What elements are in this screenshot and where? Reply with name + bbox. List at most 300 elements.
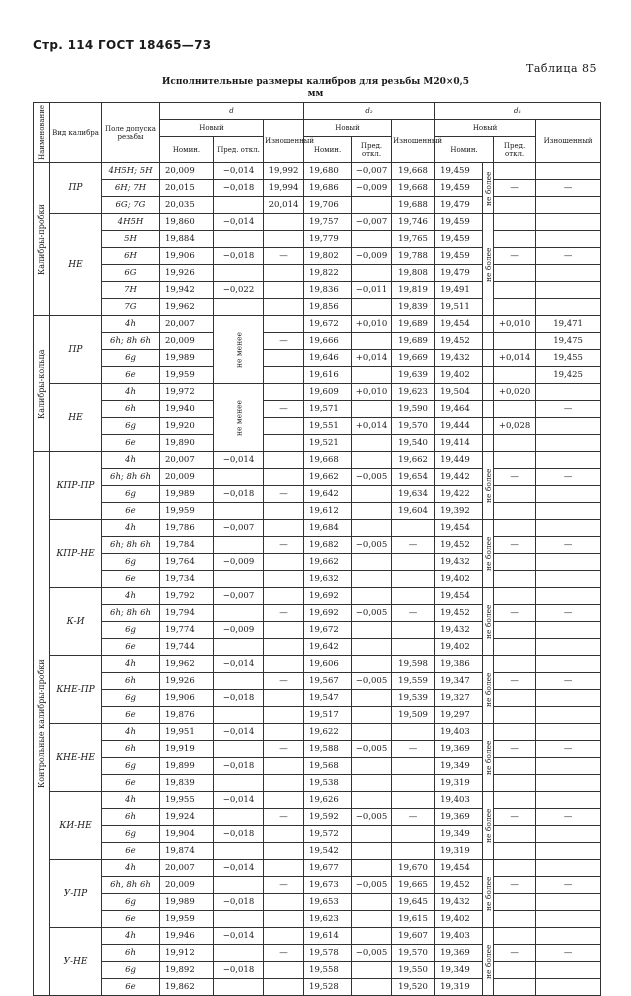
d-deviation: −0,022 — [214, 282, 264, 299]
d-nominal: 19,862 — [160, 979, 214, 996]
d2-worn: 19,509 — [392, 707, 435, 724]
d-nominal: 19,926 — [160, 265, 214, 282]
d2-deviation: −0,005 — [352, 469, 392, 486]
d2-worn: 19,634 — [392, 486, 435, 503]
d1-worn — [536, 571, 601, 588]
tolerance-field: 6e — [102, 707, 160, 724]
tolerance-field: 4h — [102, 792, 160, 809]
d1-worn — [536, 282, 601, 299]
d1-nominal: 19,459 — [435, 214, 483, 231]
d2-worn: 19,665 — [392, 877, 435, 894]
d2-deviation — [352, 486, 392, 503]
d1-nominal: 19,454 — [435, 520, 483, 537]
d1-worn — [536, 758, 601, 775]
d1-worn — [536, 486, 601, 503]
d2-worn: — — [392, 537, 435, 554]
table-row — [34, 571, 601, 588]
d-nominal: 19,959 — [160, 911, 214, 928]
ne-bolee-label: не более — [483, 520, 494, 588]
d2-deviation — [352, 928, 392, 945]
d-nominal: 19,784 — [160, 537, 214, 554]
col-naimenovanie: Наименование — [34, 103, 50, 163]
d2-deviation: −0,009 — [352, 180, 392, 197]
table-row — [34, 639, 601, 656]
tolerance-field: 4h — [102, 724, 160, 741]
side-label-probki: Калибры-пробки — [34, 163, 50, 316]
d1-deviation — [494, 163, 536, 180]
d1-worn — [536, 928, 601, 945]
tolerance-field: 6g — [102, 962, 160, 979]
d-worn: — — [264, 605, 304, 622]
d2-worn: 19,570 — [392, 945, 435, 962]
d1-nominal: 19,403 — [435, 792, 483, 809]
d-worn: 20,014 — [264, 197, 304, 214]
tolerance-field: 6e — [102, 503, 160, 520]
tolerance-field: 6g — [102, 418, 160, 435]
table-row — [34, 809, 601, 826]
d1-worn — [536, 860, 601, 877]
d1-deviation — [494, 775, 536, 792]
gauge-name: ПР — [50, 163, 102, 214]
d2-nominal: 19,682 — [304, 537, 352, 554]
tolerance-field: 6h — [102, 401, 160, 418]
d-worn — [264, 435, 304, 452]
d2-worn — [392, 724, 435, 741]
d-nominal: 19,989 — [160, 350, 214, 367]
d1-deviation — [494, 554, 536, 571]
d-deviation: −0,007 — [214, 588, 264, 605]
d-worn — [264, 860, 304, 877]
tolerance-field: 4h — [102, 928, 160, 945]
tolerance-field: 7G — [102, 299, 160, 316]
table-row — [34, 979, 601, 996]
d1-worn — [536, 418, 601, 435]
tolerance-field: 6h; 8h 6h — [102, 333, 160, 350]
d1-nominal: 19,327 — [435, 690, 483, 707]
d1-deviation — [494, 197, 536, 214]
ne-bolee-label: не более — [483, 792, 494, 860]
d2-nominal: 19,672 — [304, 316, 352, 333]
tolerance-field: 6h — [102, 673, 160, 690]
d2-nominal: 19,673 — [304, 877, 352, 894]
d-nominal: 19,989 — [160, 486, 214, 503]
d2-nominal: 19,592 — [304, 809, 352, 826]
d2-nominal: 19,612 — [304, 503, 352, 520]
d-nominal: 19,919 — [160, 741, 214, 758]
d2-worn: 19,623 — [392, 384, 435, 401]
tolerance-field: 6h — [102, 809, 160, 826]
d1-worn — [536, 843, 601, 860]
tolerance-field: 6g — [102, 894, 160, 911]
d-pred: Пред. откл. — [214, 137, 264, 163]
d-nominal: 19,899 — [160, 758, 214, 775]
d1-worn — [536, 384, 601, 401]
d-deviation: −0,009 — [214, 554, 264, 571]
d1-deviation: +0,028 — [494, 418, 536, 435]
d-nominal: 19,744 — [160, 639, 214, 656]
d1-worn — [536, 197, 601, 214]
d2-deviation — [352, 452, 392, 469]
d1-nominal: 19,386 — [435, 656, 483, 673]
d1-worn — [536, 588, 601, 605]
d1-nominal: 19,454 — [435, 316, 483, 333]
d-nominal: 19,774 — [160, 622, 214, 639]
table-row — [34, 537, 601, 554]
d1-deviation — [494, 690, 536, 707]
d2-pred: Пред. откл. — [352, 137, 392, 163]
d2-worn — [392, 826, 435, 843]
d1-deviation — [494, 401, 536, 418]
d2-deviation: +0,010 — [352, 316, 392, 333]
d1-nominal: 19,297 — [435, 707, 483, 724]
d-worn — [264, 265, 304, 282]
d-worn: — — [264, 741, 304, 758]
d2-worn: 19,604 — [392, 503, 435, 520]
tolerance-field: 5H — [102, 231, 160, 248]
d1-spacer — [483, 333, 494, 350]
d2-nominal: 19,836 — [304, 282, 352, 299]
d-deviation — [214, 605, 264, 622]
table-row — [34, 367, 601, 384]
d2-worn — [392, 554, 435, 571]
d2-worn: 19,540 — [392, 435, 435, 452]
d-deviation — [214, 299, 264, 316]
d2-nomin: Номин. — [304, 137, 352, 163]
d-nomin: Номин. — [160, 137, 214, 163]
d2-worn — [392, 588, 435, 605]
d2-deviation — [352, 401, 392, 418]
tolerance-field: 6e — [102, 435, 160, 452]
d-worn: — — [264, 248, 304, 265]
d2-nominal: 19,616 — [304, 367, 352, 384]
d1-nominal: 19,319 — [435, 979, 483, 996]
d1-deviation: — — [494, 673, 536, 690]
d-worn — [264, 350, 304, 367]
d-deviation — [214, 571, 264, 588]
table-row — [34, 486, 601, 503]
col-d: d — [160, 103, 304, 120]
d1-nominal: 19,402 — [435, 639, 483, 656]
d1-nominal: 19,459 — [435, 163, 483, 180]
d1-worn: 19,425 — [536, 367, 601, 384]
table-row — [34, 231, 601, 248]
tolerance-field: 6h — [102, 741, 160, 758]
tolerance-field: 6g — [102, 486, 160, 503]
d2-worn: 19,689 — [392, 316, 435, 333]
d1-nominal: 19,452 — [435, 877, 483, 894]
d-deviation — [214, 843, 264, 860]
d-nominal: 20,009 — [160, 163, 214, 180]
d-nominal: 20,035 — [160, 197, 214, 214]
d1-worn — [536, 894, 601, 911]
table-row — [34, 248, 601, 265]
d2-deviation — [352, 554, 392, 571]
d1-deviation — [494, 639, 536, 656]
d2-deviation — [352, 860, 392, 877]
d1-deviation — [494, 452, 536, 469]
d2-worn: 19,559 — [392, 673, 435, 690]
d-nominal: 20,009 — [160, 469, 214, 486]
d-worn — [264, 928, 304, 945]
d2-worn: 19,765 — [392, 231, 435, 248]
d2-worn: 19,668 — [392, 163, 435, 180]
d1-deviation — [494, 265, 536, 282]
d2-deviation — [352, 299, 392, 316]
d2-nominal: 19,856 — [304, 299, 352, 316]
table-row — [34, 758, 601, 775]
tolerance-field: 4H5H — [102, 214, 160, 231]
d1-deviation — [494, 503, 536, 520]
d1-deviation — [494, 792, 536, 809]
d2-deviation — [352, 724, 392, 741]
d1-nominal: 19,432 — [435, 554, 483, 571]
ne-bolee-label: не более — [483, 928, 494, 996]
d-worn — [264, 520, 304, 537]
gauge-name: НЕ — [50, 214, 102, 316]
d1-novyi: Новый — [435, 120, 536, 137]
d1-deviation: — — [494, 537, 536, 554]
d2-deviation — [352, 265, 392, 282]
d2-worn: 19,615 — [392, 911, 435, 928]
d-deviation — [214, 503, 264, 520]
gauge-name: КИ-НЕ — [50, 792, 102, 860]
tolerance-field: 4h — [102, 588, 160, 605]
d1-deviation — [494, 486, 536, 503]
d1-worn — [536, 265, 601, 282]
d2-deviation — [352, 503, 392, 520]
d-deviation — [214, 265, 264, 282]
d2-nominal: 19,521 — [304, 435, 352, 452]
table-row — [34, 265, 601, 282]
d1-deviation — [494, 826, 536, 843]
d2-worn: — — [392, 741, 435, 758]
d2-worn: 19,688 — [392, 197, 435, 214]
d1-deviation — [494, 588, 536, 605]
gauge-name: КПР-НЕ — [50, 520, 102, 588]
table-row — [34, 333, 601, 350]
d2-deviation: −0,005 — [352, 741, 392, 758]
col-d2: d₂ — [304, 103, 435, 120]
caption-title: Исполнительные размеры калибров для резьбы М20×0,5 — [161, 77, 470, 87]
d2-worn: 19,788 — [392, 248, 435, 265]
d-deviation — [214, 775, 264, 792]
d-deviation: −0,009 — [214, 622, 264, 639]
d2-deviation — [352, 843, 392, 860]
ne-bolee-label: не более — [483, 724, 494, 792]
d-deviation: −0,014 — [214, 656, 264, 673]
d-nominal: 19,955 — [160, 792, 214, 809]
table-row — [34, 877, 601, 894]
d1-spacer — [483, 367, 494, 384]
d2-worn: 19,689 — [392, 333, 435, 350]
d2-deviation — [352, 758, 392, 775]
d-novyi: Новый — [160, 120, 264, 137]
d1-nominal: 19,454 — [435, 588, 483, 605]
table-row — [34, 894, 601, 911]
d-deviation — [214, 911, 264, 928]
gauge-name: НЕ — [50, 384, 102, 452]
d2-worn: 19,598 — [392, 656, 435, 673]
table-row — [34, 180, 601, 197]
d-worn: — — [264, 333, 304, 350]
tolerance-field: 4h — [102, 656, 160, 673]
d-nominal: 20,007 — [160, 452, 214, 469]
d1-deviation — [494, 928, 536, 945]
d-nominal: 19,920 — [160, 418, 214, 435]
d2-nominal: 19,528 — [304, 979, 352, 996]
d1-worn — [536, 520, 601, 537]
d2-deviation — [352, 639, 392, 656]
d1-spacer — [483, 435, 494, 452]
d2-nominal: 19,551 — [304, 418, 352, 435]
d2-nominal: 19,822 — [304, 265, 352, 282]
d2-nominal: 19,572 — [304, 826, 352, 843]
d-worn — [264, 707, 304, 724]
d1-nominal: 19,452 — [435, 605, 483, 622]
d-worn — [264, 367, 304, 384]
d-worn — [264, 469, 304, 486]
d2-nominal: 19,684 — [304, 520, 352, 537]
d-deviation: −0,018 — [214, 690, 264, 707]
d2-worn: 19,645 — [392, 894, 435, 911]
d2-deviation — [352, 792, 392, 809]
d-deviation: −0,018 — [214, 180, 264, 197]
d-worn — [264, 588, 304, 605]
gauge-name: КНЕ-ПР — [50, 656, 102, 724]
d1-nominal: 19,349 — [435, 962, 483, 979]
d2-nominal: 19,802 — [304, 248, 352, 265]
d1-nominal: 19,491 — [435, 282, 483, 299]
d-worn — [264, 418, 304, 435]
d-worn — [264, 979, 304, 996]
d2-nominal: 19,547 — [304, 690, 352, 707]
d1-deviation — [494, 214, 536, 231]
d-nominal: 19,942 — [160, 282, 214, 299]
d2-worn — [392, 792, 435, 809]
d-deviation: −0,014 — [214, 163, 264, 180]
d2-deviation: −0,005 — [352, 945, 392, 962]
tolerance-field: 6h; 8h 6h — [102, 469, 160, 486]
table-row — [34, 588, 601, 605]
d2-nominal: 19,666 — [304, 333, 352, 350]
d2-deviation — [352, 588, 392, 605]
table-row — [34, 707, 601, 724]
table-row — [34, 503, 601, 520]
tolerance-field: 6e — [102, 979, 160, 996]
d-deviation — [214, 469, 264, 486]
tolerance-field: 6h — [102, 945, 160, 962]
tolerance-field: 6e — [102, 843, 160, 860]
d1-deviation: — — [494, 741, 536, 758]
d-nominal: 19,794 — [160, 605, 214, 622]
d2-worn: 19,670 — [392, 860, 435, 877]
d-deviation — [214, 741, 264, 758]
tolerance-field: 6g — [102, 690, 160, 707]
d2-nominal: 19,668 — [304, 452, 352, 469]
tolerance-field: 4h — [102, 520, 160, 537]
table-row — [34, 622, 601, 639]
d-worn — [264, 299, 304, 316]
d1-deviation: — — [494, 945, 536, 962]
d-deviation — [214, 707, 264, 724]
d1-worn: — — [536, 877, 601, 894]
table-row — [34, 350, 601, 367]
d1-nominal: 19,442 — [435, 469, 483, 486]
tolerance-field: 6g — [102, 622, 160, 639]
d1-deviation — [494, 282, 536, 299]
tolerance-field: 6e — [102, 775, 160, 792]
d2-nominal: 19,680 — [304, 163, 352, 180]
d-nominal: 19,906 — [160, 248, 214, 265]
d2-worn: 19,808 — [392, 265, 435, 282]
d-deviation — [214, 877, 264, 894]
d1-nominal: 19,432 — [435, 894, 483, 911]
d2-nominal: 19,662 — [304, 554, 352, 571]
d2-deviation: −0,007 — [352, 163, 392, 180]
d1-nominal: 19,369 — [435, 741, 483, 758]
d2-nominal: 19,646 — [304, 350, 352, 367]
d2-nominal: 19,686 — [304, 180, 352, 197]
tolerance-field: 7H — [102, 282, 160, 299]
d1-nominal: 19,432 — [435, 622, 483, 639]
d2-nominal: 19,517 — [304, 707, 352, 724]
col-pole: Поле допуска резьбы — [102, 103, 160, 163]
d1-deviation — [494, 962, 536, 979]
d1-worn: — — [536, 401, 601, 418]
d1-spacer — [483, 418, 494, 435]
d-worn — [264, 214, 304, 231]
d-deviation — [214, 197, 264, 214]
d-deviation — [214, 537, 264, 554]
d1-nominal: 19,369 — [435, 945, 483, 962]
tolerance-field: 6h; 8h 6h — [102, 537, 160, 554]
d1-nominal: 19,403 — [435, 928, 483, 945]
d-worn — [264, 452, 304, 469]
d1-worn — [536, 707, 601, 724]
d1-nominal: 19,432 — [435, 350, 483, 367]
d1-deviation — [494, 333, 536, 350]
d-nominal: 19,876 — [160, 707, 214, 724]
d1-worn: 19,475 — [536, 333, 601, 350]
table-row — [34, 724, 601, 741]
d2-deviation: −0,005 — [352, 877, 392, 894]
d1-nominal: 19,349 — [435, 826, 483, 843]
tolerance-field: 6h; 8h 6h — [102, 605, 160, 622]
d-izn: Изношенный — [264, 120, 304, 163]
d-worn: — — [264, 945, 304, 962]
d2-deviation — [352, 894, 392, 911]
d1-nominal: 19,464 — [435, 401, 483, 418]
gauge-name: У-НЕ — [50, 928, 102, 996]
d-nominal: 20,009 — [160, 333, 214, 350]
d2-nominal: 19,568 — [304, 758, 352, 775]
d-nominal: 19,892 — [160, 962, 214, 979]
d2-worn: 19,746 — [392, 214, 435, 231]
d2-deviation: −0,005 — [352, 809, 392, 826]
tolerance-field: 4h — [102, 316, 160, 333]
d1-nominal: 19,319 — [435, 843, 483, 860]
d-worn — [264, 843, 304, 860]
d1-nominal: 19,392 — [435, 503, 483, 520]
d-worn — [264, 724, 304, 741]
d2-worn: 19,839 — [392, 299, 435, 316]
d2-worn: 19,662 — [392, 452, 435, 469]
d2-worn: 19,669 — [392, 350, 435, 367]
header-row-1 — [34, 103, 601, 120]
d1-worn — [536, 962, 601, 979]
d1-nominal: 19,444 — [435, 418, 483, 435]
d2-deviation — [352, 826, 392, 843]
